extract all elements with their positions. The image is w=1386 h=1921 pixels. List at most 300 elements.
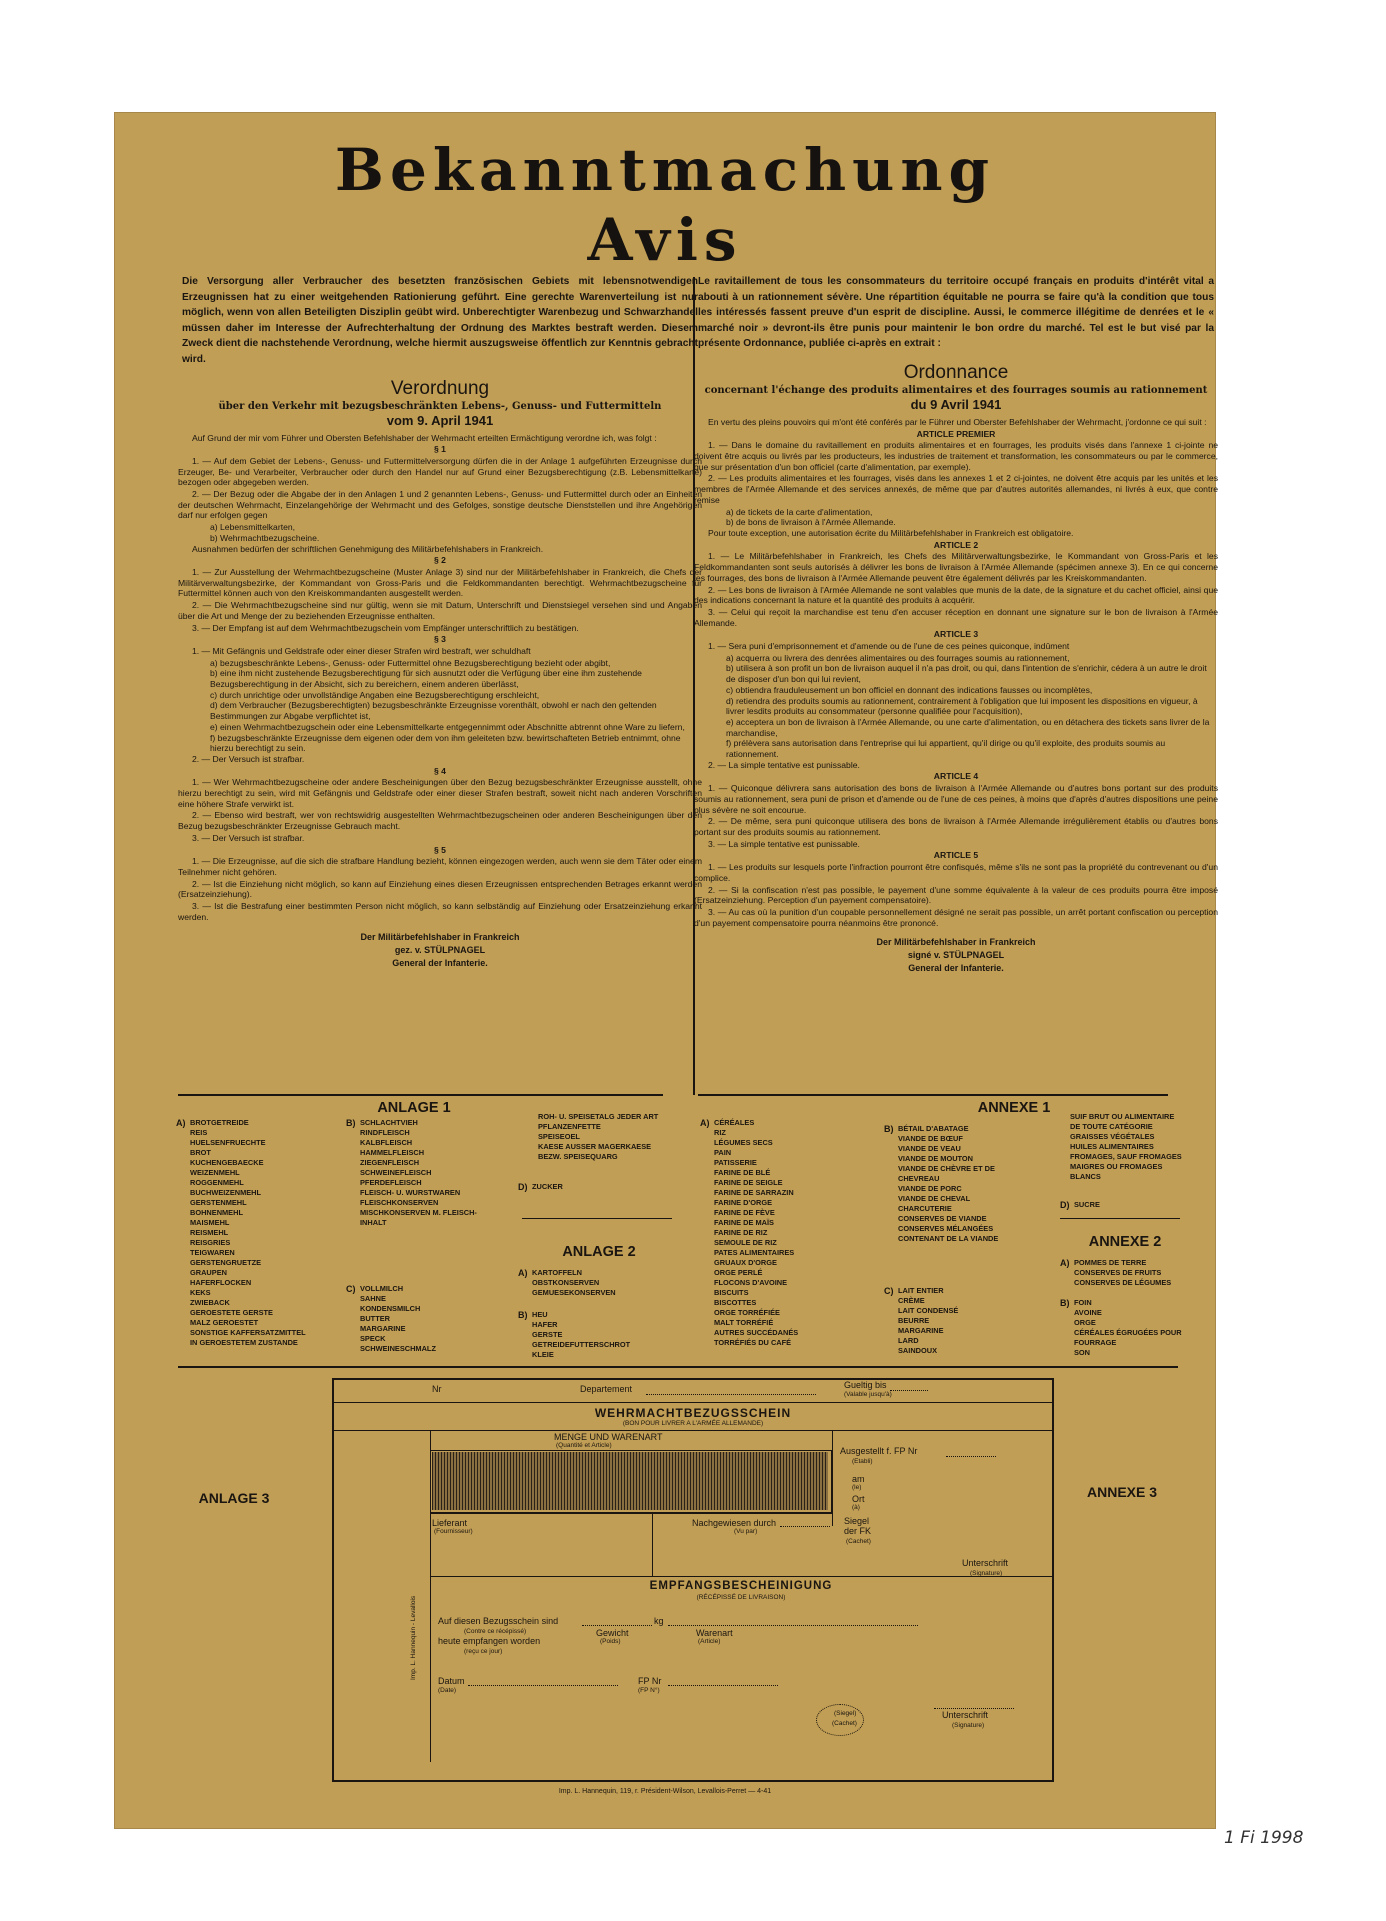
item-list <box>884 1124 1049 1244</box>
list-item: FOURRAGE <box>1074 1338 1117 1347</box>
list-item: BOHNENMEHL <box>190 1208 243 1217</box>
form-verified-fr: (Vu par) <box>734 1528 758 1535</box>
form-date-fr: (le) <box>852 1484 862 1491</box>
form-issued-label: Ausgestellt f. FP Nr <box>840 1446 918 1456</box>
paragraph: 2. — Les bons de livraison à l'Armée Allemande ne sont valables que munis de la date, de la signature et du cachet officiel, ainsi que des indications concernant la nature et la quantité des produits à acquérir. <box>694 584 1218 606</box>
anlage1-group-d <box>518 1182 678 1192</box>
paragraph: 2. — Ist die Einziehung nicht möglich, so kann auf Einziehung eines diesen Erzeugnissen entsprechenden Betrages erkannt werden (Ersatzeinziehung). <box>178 878 702 900</box>
list-item: INHALT <box>360 1218 387 1227</box>
sub-item: c) durch unrichtige oder unvollständige Angaben eine Bezugsberechtigung erschleicht, <box>210 689 540 700</box>
anlage2-group-a <box>518 1268 678 1298</box>
group-key: A) <box>700 1118 710 1128</box>
list-item: SUCRE <box>1074 1200 1100 1209</box>
article-heading: ARTICLE 5 <box>933 850 979 861</box>
article-heading: ARTICLE PREMIER <box>916 428 996 439</box>
form-signature-label: Unterschrift <box>962 1558 1009 1568</box>
list-item: MAIGRES OU FROMAGES <box>1070 1162 1163 1171</box>
anlage2-title: ANLAGE 2 <box>562 1244 636 1260</box>
signature-line: General der Infanterie. <box>908 963 1004 974</box>
list-item: FOIN <box>1074 1298 1092 1307</box>
paragraph: 1. — Quiconque délivrera sans autorisation des bons de livraison à l'Armée Allemande ou d'autres bons portant sur des produits soumis au rationnement, sera puni de prison et d'amende ou de l'une de ces peines, à moins que d'après d'autres dispositions une peine plus sévère ne soit encourue. <box>694 783 1218 815</box>
list-item: FARINE D'ORGE <box>714 1198 773 1207</box>
sub-item: f) bezugsbeschränkte Erzeugnisse dem eigenen oder dem von ihm geleiteten bzw. bewirtschafteten Betrieb entnimmt, ohne hierzu berechtigt zu sein. <box>210 732 681 754</box>
list-item: SPEISEOEL <box>538 1132 580 1141</box>
list-item: MARGARINE <box>898 1326 944 1335</box>
form-title-fr: (BON POUR LIVRER A L'ARMÉE ALLEMANDE) <box>622 1420 764 1427</box>
list-item: AUTRES SUCCÉDANÉS <box>714 1328 799 1337</box>
fill-line <box>468 1685 618 1686</box>
list-item: KLEIE <box>532 1350 554 1359</box>
list-item: IN GEROESTETEM ZUSTANDE <box>190 1338 298 1347</box>
paragraph: 1. — Le Militärbefehlshaber in Frankreich, les Chefs des Militärverwaltungsbezirke, le Kommandant von Gross-Paris et les Feldkommandanten sont seuls autorisés à délivrer les bons de livraison à l'Armée Allemande (spécimen annexe 3). En ce qui concerne les fourrages, des bons de livraison à l'Armée Allemande peuvent être également délivrés par les Kreiskommandanten. <box>694 551 1218 583</box>
list-item: PATISSERIE <box>714 1158 757 1167</box>
list-item: KUCHENGEBAECKE <box>190 1158 264 1167</box>
list-item: VIANDE DE MOUTON <box>898 1154 974 1163</box>
list-item: GETREIDEFUTTERSCHROT <box>532 1340 631 1349</box>
form-place-label: Ort <box>852 1494 865 1504</box>
form-supplier-fr: (Fournisseur) <box>434 1528 473 1535</box>
list-item: AVOINE <box>1074 1308 1102 1317</box>
anlage1-group-a <box>176 1118 326 1348</box>
form-rule <box>334 1430 1052 1431</box>
anlage1-title: ANLAGE 1 <box>377 1100 451 1116</box>
form-department-label: Departement <box>580 1384 633 1394</box>
title-french: Avis <box>587 206 743 274</box>
list-item: GERSTENMEHL <box>190 1198 247 1207</box>
group-key: A) <box>518 1268 528 1278</box>
list-item: FARINE DE RIZ <box>714 1228 768 1237</box>
list-item: CHARCUTERIE <box>898 1204 952 1213</box>
list-item: LAIT CONDENSÉ <box>898 1306 959 1315</box>
list-item: MARGARINE <box>360 1324 406 1333</box>
list-item: BÉTAIL D'ABATAGE <box>898 1124 969 1133</box>
list-item: CÉRÉALES <box>714 1118 755 1127</box>
group-key: D) <box>1060 1200 1070 1210</box>
paragraph: 3. — Ist die Bestrafung einer bestimmten Person nicht möglich, so kann selbständig auf Einziehung oder Ersatzeinziehung erkannt werden. <box>178 901 702 922</box>
list-item: ZUCKER <box>532 1182 563 1191</box>
receipt-today: heute empfangen worden <box>438 1636 541 1646</box>
group-key: C) <box>346 1284 356 1294</box>
receipt-article-fr: (Article) <box>698 1638 721 1645</box>
sub-item: a) bezugsbeschränkte Lebens-, Genuss- oder Futtermittel ohne Bezugsberechtigung bezieht oder abgibt, <box>210 657 611 668</box>
paragraph: 2. — Die Wehrmachtbezugscheine sind nur gültig, wenn sie mit Datum, Unterschrift und Dienstsiegel versehen sind und Angaben über die Art und Menge der zu beziehenden Erzeugnisse enthalten. <box>178 600 702 621</box>
fill-line <box>934 1708 1014 1709</box>
german-doc-title: Verordnung <box>390 377 490 399</box>
list-item: PATES ALIMENTAIRES <box>714 1248 795 1257</box>
list-item: FARINE DE SARRAZIN <box>714 1188 794 1197</box>
list-item: REISGRIES <box>190 1238 231 1247</box>
list-item: VIANDE DE PORC <box>898 1184 962 1193</box>
annexe1-group-fats <box>1056 1112 1216 1182</box>
list-item: ZWIEBACK <box>190 1298 230 1307</box>
list-item: SCHLACHTVIEH <box>360 1118 418 1127</box>
poster <box>114 112 1216 1829</box>
item-list <box>518 1310 678 1360</box>
list-item: CONSERVES DE LÉGUMES <box>1074 1278 1172 1287</box>
list-item: FLOCONS D'AVOINE <box>714 1278 788 1287</box>
list-item: KALBFLEISCH <box>360 1138 413 1147</box>
paragraph: 2. — Der Versuch ist strafbar. <box>192 753 305 764</box>
list-item: CRÈME <box>898 1296 925 1305</box>
french-column <box>694 274 1218 975</box>
list-item: BROT <box>190 1148 211 1157</box>
divider <box>698 1094 1168 1096</box>
sub-item: b) utilisera à son profit un bon de livraison auquel il n'a pas droit, ou qui, dans l'intention de s'enrichir, cédera à un autre le droit de disposer d'un bon qui lui revient, <box>726 663 1207 685</box>
list-item: MISCHKONSERVEN M. FLEISCH- <box>360 1208 477 1217</box>
list-item: SON <box>1074 1348 1091 1357</box>
paragraph: 2. — Les produits alimentaires et les fourrages, visés dans les annexes 1 et 2 ci-jointes, ne doivent être acquis par les unités et les membres de l'Armée Allemande et des services annexés, de même que par d'autres autorités allemandes, ni livrés à eux, que contre remise <box>694 473 1218 505</box>
list-item: GERSTENGRUETZE <box>190 1258 262 1267</box>
anlage2-group-b <box>518 1310 678 1360</box>
signature-line: gez. v. STÜLPNAGEL <box>394 944 486 955</box>
list-item: PAIN <box>714 1148 732 1157</box>
list-item: RIZ <box>714 1128 726 1137</box>
sub-item: f) prélèvera sans autorisation dans l'entreprise qui lui appartient, qu'il dirige ou qu'il exploite, des produits soumis au rationnement. <box>726 738 1166 760</box>
list-item: GRAUPEN <box>190 1268 227 1277</box>
section-heading: § 2 <box>434 555 446 566</box>
section-heading: § 1 <box>434 444 446 455</box>
annexe1-group-d <box>1060 1200 1200 1210</box>
list-item: VIANDE DE VEAU <box>898 1144 961 1153</box>
catalog-number: 1 Fi 1998 <box>1224 1828 1304 1848</box>
form-rule <box>652 1512 653 1576</box>
list-item: SCHWEINEFLEISCH <box>360 1168 432 1177</box>
divider <box>1060 1218 1180 1219</box>
list-item: FARINE DE MAÏS <box>714 1218 774 1227</box>
list-item: GEMUESEKONSERVEN <box>532 1288 616 1297</box>
signature-line: Der Militärbefehlshaber in Frankreich <box>360 931 520 942</box>
sub-item: b) eine ihm nicht zustehende Bezugsberechtigung für sich ausnutzt oder die Verfügung über eine ihm zustehende Bezugsberechtigung in der Absicht, sich zu bereichern, einem anderen überlässt, <box>210 668 642 690</box>
form-signature-fr: (Signature) <box>970 1570 1003 1577</box>
group-key: B) <box>1060 1298 1070 1308</box>
list-item: GERSTE <box>532 1330 563 1339</box>
form-side-imprint: Imp. L. Hannequin - Levallois <box>410 1595 417 1680</box>
goods-hatching <box>432 1452 828 1510</box>
list-item: MAISMEHL <box>190 1218 230 1227</box>
item-list <box>1060 1200 1200 1210</box>
item-list <box>518 1182 678 1192</box>
annexe3-label: ANNEXE 3 <box>1086 1484 1158 1500</box>
annexe1-group-c <box>884 1286 1049 1356</box>
list-item: GRAISSES VÉGÉTALES <box>1070 1132 1155 1141</box>
paragraph: 3. — Der Empfang ist auf dem Wehrmachtbezugschein vom Empfänger unterschriftlich zu bestätigen. <box>192 622 579 633</box>
receipt-fpnr: FP Nr <box>638 1676 662 1686</box>
receipt-text-fr: (Contre ce récépissé) <box>464 1628 527 1635</box>
divider <box>522 1218 672 1219</box>
list-item: GEROESTETE GERSTE <box>190 1308 273 1317</box>
article-heading: ARTICLE 4 <box>933 771 979 782</box>
paragraph: 1. — Zur Ausstellung der Wehrmachtbezugscheine (Muster Anlage 3) sind nur der Militärbefehlshaber in Frankreich, die Chefs der Militärverwaltungsbezirke, der Kommandant von Gross-Paris und die Feldkommandanten berechtigt. Wehrmachtbezugscheine für Futtermittel können auch von den Kreiskommandanten ausgestellt werden. <box>178 567 702 599</box>
list-item: FROMAGES, SAUF FROMAGES <box>1070 1152 1182 1161</box>
german-column <box>178 274 702 970</box>
list-item: BISCOTTES <box>714 1298 757 1307</box>
anlage1-group-fats <box>524 1112 684 1162</box>
list-item: POMMES DE TERRE <box>1074 1258 1147 1267</box>
receipt-today-fr: (reçu ce jour) <box>464 1648 503 1655</box>
receipt-seal-fr: (Cachet) <box>832 1720 857 1727</box>
fill-line <box>780 1526 830 1527</box>
fill-line <box>668 1625 918 1626</box>
section-heading: § 4 <box>434 765 446 776</box>
list-item: HUILES ALIMENTAIRES <box>1070 1142 1154 1151</box>
group-key: C) <box>884 1286 894 1296</box>
french-doc-date: du 9 Avril 1941 <box>910 396 1002 412</box>
signature-line: signé v. STÜLPNAGEL <box>907 950 1005 961</box>
item-list <box>346 1284 506 1354</box>
list-item: CÉRÉALES ÉGRUGÉES POUR <box>1074 1328 1182 1337</box>
german-signature <box>178 931 702 970</box>
list-item: KONDENSMILCH <box>360 1304 421 1313</box>
group-key: D) <box>518 1182 528 1192</box>
group-key: A) <box>1060 1258 1070 1268</box>
receipt-article: Warenart <box>696 1628 733 1638</box>
fill-line <box>890 1390 928 1391</box>
german-doc-date: vom 9. April 1941 <box>386 412 494 428</box>
sub-item: d) retiendra des produits soumis au rationnement, contrairement à l'obligation que lui imposent les dispositions en vigueur, à livrer lesdits produits au consommateur (personne qualifiée pour l'acquisition), <box>726 695 1198 717</box>
title-german: Bekanntmachung <box>334 136 996 204</box>
item-list <box>518 1268 678 1298</box>
sub-item: a) de tickets de la carte d'alimentation, <box>726 506 873 517</box>
form-quantity-label: MENGE UND WARENART <box>554 1432 663 1442</box>
german-doc-subtitle: über den Verkehr mit bezugsbeschränkten Lebens-, Genuss- und Futtermitteln <box>218 400 662 412</box>
seal-circle <box>816 1704 864 1736</box>
paragraph: Ausnahmen bedürfen der schriftlichen Genehmigung des Militärbefehlshabers in Frankreich. <box>192 543 544 554</box>
form-rule <box>430 1576 1052 1577</box>
list-item: ORGE <box>1074 1318 1096 1327</box>
signature-line: Der Militärbefehlshaber in Frankreich <box>876 937 1036 948</box>
group-key: B) <box>518 1310 528 1320</box>
item-list <box>1060 1298 1210 1358</box>
list-item: SAINDOUX <box>898 1346 938 1355</box>
german-intro: Die Versorgung aller Verbraucher des besetzten französischen Gebiets mit lebensnotwendigen Erzeugnissen hat zu einer weitgehenden Rationierung geführt. Eine gerechte Warenverteilung ist nur möglich, wenn von allen Beteiligten Disziplin geübt wird. Unberechtigter Warenbezug und Schwarzhandel müssen daher im Interesse der Aufrechterhaltung der Ordnung des Marktes bestraft werden. Diesem Zweck dient die nachstehende Verordnung, welche hiermit auszugsweise öffentlich zur Kenntnis gebracht wird. <box>182 276 698 365</box>
list-item: FARINE DE FÈVE <box>714 1208 775 1217</box>
article-heading: ARTICLE 3 <box>933 629 979 640</box>
paragraph: 1. — Sera puni d'emprisonnement et d'amende ou de l'une de ces peines quiconque, indûment <box>708 641 1070 652</box>
list-item: GRUAUX D'ORGE <box>714 1258 777 1267</box>
french-doc-subtitle: concernant l'échange des produits alimentaires et des fourrages soumis au rationnement <box>704 384 1208 396</box>
group-key: A) <box>176 1118 186 1128</box>
list-item: FARINE DE SEIGLE <box>714 1178 783 1187</box>
list-item: ZIEGENFLEISCH <box>360 1158 420 1167</box>
fill-line <box>582 1625 652 1626</box>
receipt-fpnr-fr: (FP N°) <box>638 1687 660 1694</box>
list-item: VIANDE DE CHÈVRE ET DE <box>898 1164 995 1173</box>
item-list <box>700 1118 850 1348</box>
annexe1-title: ANNEXE 1 <box>977 1100 1051 1116</box>
list-item: LÉGUMES SECS <box>714 1138 773 1147</box>
sub-item: e) acceptera un bon de livraison à l'Armée Allemande, ou une carte d'alimentation, ou en détachera des tickets sans livrer de la marchandise, <box>726 716 1210 738</box>
form-title: WEHRMACHTBEZUGSSCHEIN <box>594 1406 792 1420</box>
list-item: HUELSENFRUECHTE <box>190 1138 266 1147</box>
receipt-title: EMPFANGSBESCHEINIGUNG <box>649 1580 833 1592</box>
form-nr-label: Nr <box>432 1384 442 1394</box>
list-item: HAMMELFLEISCH <box>360 1148 425 1157</box>
sub-item: e) einen Wehrmachtbezugschein oder eine Lebensmittelkarte entgegennimmt oder Abschnitte abtrennt ohne Ware zu liefern, <box>210 721 685 732</box>
list-item: WEIZENMEHL <box>190 1168 240 1177</box>
paragraph: Pour toute exception, une autorisation écrite du Militärbefehlshaber in Frankreich est obligatoire. <box>708 528 1074 538</box>
list-item: BUCHWEIZENMEHL <box>190 1188 262 1197</box>
item-list <box>176 1118 326 1348</box>
paragraph: 2. — De même, sera puni quiconque utilisera des bons de livraison à l'Armée Allemande irrégulièrement établis ou d'autres bons portant sur des produits soumis au rationnement. <box>694 816 1218 837</box>
item-list <box>346 1118 506 1228</box>
annexe2-group-a <box>1060 1258 1210 1288</box>
list-item: ROGGENMEHL <box>190 1178 244 1187</box>
printer-imprint: Imp. L. Hannequin, 119, r. Président-Wilson, Levallois-Perret — 4-41 <box>558 1788 772 1795</box>
annexe1-group-a <box>700 1118 850 1348</box>
list-item: TEIGWAREN <box>190 1248 235 1257</box>
paragraph: 1. — Mit Gefängnis und Geldstrafe oder einer dieser Strafen wird bestraft, wer schuldhaft <box>192 645 531 656</box>
receipt-weight-fr: (Poids) <box>600 1638 621 1645</box>
list-item: KEKS <box>190 1288 211 1297</box>
paragraph: 2. — Der Bezug oder die Abgabe der in den Anlagen 1 und 2 genannten Lebens-, Genuss- und Futtermittel durch oder an Einheiten der deutschen Wehrmacht, Einzelangehörige der Wehrmacht und des Gefolges, sonstige deutsche Dienststellen und ihre Angehörigen darf nur erfolgen gegen <box>178 489 702 521</box>
fill-line <box>668 1685 778 1686</box>
list-item: MALT TORRÉFIÉ <box>714 1318 774 1327</box>
sub-item: b) Wehrmachtbezugscheine. <box>210 532 320 543</box>
list-item: KARTOFFELN <box>532 1268 582 1277</box>
receipt-signature-fr: (Signature) <box>952 1722 985 1729</box>
french-intro: Le ravitaillement de tous les consommateurs du territoire occupé français en produits d'intérêt vital a abouti à un rationnement sévère. Une répartition équitable ne pourra se faire qu'à la condition que tous les intéressés fassent preuve d'un esprit de discipline. Aussi, le commerce illégitime de denrées et le « marché noir » devront-ils être punis pour maintenir le bon ordre du marché. Tel est le but visé par la présente Ordonnance, publiée ci-après en extrait : <box>698 276 1214 350</box>
divider <box>178 1094 663 1096</box>
french-doc-title: Ordonnance <box>903 361 1009 383</box>
anlage1-group-b <box>346 1118 506 1228</box>
paragraph: 1. — Les produits sur lesquels porte l'infraction pourront être confisqués, même s'ils ne sont pas la propriété du contrevenant ou d'un complice. <box>694 862 1218 883</box>
receipt-date: Datum <box>438 1676 465 1686</box>
list-item: SUIF BRUT OU ALIMENTAIRE <box>1070 1112 1175 1121</box>
french-signature <box>694 936 1218 975</box>
list-item: OBSTKONSERVEN <box>532 1278 600 1287</box>
form-seal-fr: (Cachet) <box>846 1538 871 1545</box>
list-item: MALZ GEROESTET <box>190 1318 259 1327</box>
list-item: CONSERVES DE FRUITS <box>1074 1268 1162 1277</box>
annexe1-group-b <box>884 1124 1049 1244</box>
list-item: REISMEHL <box>190 1228 229 1237</box>
sub-item: d) dem Verbraucher (Bezugsberechtigten) bezugsbeschränkte Erzeugnisse vorenthält, obwohl er nach den geltenden Bestimmungen zur Abgabe verpflichtet ist, <box>210 700 657 722</box>
annexe2-title: ANNEXE 2 <box>1088 1234 1162 1250</box>
form-verified-label: Nachgewiesen durch <box>692 1518 777 1528</box>
anlage3-label: ANLAGE 3 <box>198 1490 270 1506</box>
list-item: RINDFLEISCH <box>360 1128 410 1137</box>
form-place-fr: (à) <box>852 1504 860 1511</box>
receipt-text: Auf diesen Bezugsschein sind <box>438 1616 559 1626</box>
item-list <box>1060 1258 1210 1288</box>
form-issued-fr: (Etabli) <box>852 1458 873 1465</box>
list-item: HAFER <box>532 1320 558 1329</box>
paragraph: 3. — Der Versuch ist strafbar. <box>192 832 305 843</box>
list-item: PFLANZENFETTE <box>538 1122 601 1131</box>
section-heading: § 5 <box>434 844 446 855</box>
list-item: VOLLMILCH <box>360 1284 404 1293</box>
paragraph: 2. — Ebenso wird bestraft, wer von rechtswidrig ausgestellten Wehrmachtbezugscheinen oder anderen Bescheinigungen über den Bezug bezugsbeschränkter Erzeugnisse Gebrauch macht. <box>178 810 702 832</box>
paragraph: 1. — Dans le domaine du ravitaillement en produits alimentaires et en fourrages, les produits visés dans l'annexe 1 ci-jointe ne doivent être acquis ou livrés par les producteurs, les industries de traitement et transformation, les consommateurs ou par le commerce, que sur présentation d'un bon officiel (carte d'alimentation, par exemple). <box>694 440 1218 472</box>
list-item: DE TOUTE CATÉGORIE <box>1070 1122 1153 1131</box>
list-item: ORGE PERLÉ <box>714 1268 763 1277</box>
article-heading: ARTICLE 2 <box>933 539 979 550</box>
form-valid-fr: (Valable jusqu'à) <box>844 1391 892 1398</box>
receipt-kg: kg <box>654 1616 664 1626</box>
list-item: SEMOULE DE RIZ <box>714 1238 777 1247</box>
list-item: VIANDE DE BŒUF <box>898 1134 963 1143</box>
list-item: SPECK <box>360 1334 386 1343</box>
paragraph: 3. — Au cas où la punition d'un coupable personnellement désigné ne serait pas possible, un arrêt portant confiscation ou perception d'un payement compensatoire pourra néanmoins être prononcé. <box>694 906 1218 928</box>
form-seal-label: Siegel der FK <box>844 1516 872 1536</box>
list-item: BEURRE <box>898 1316 930 1325</box>
form-date-label: am <box>852 1474 865 1484</box>
list-item: HAFERFLOCKEN <box>190 1278 252 1287</box>
receipt-seal: (Siegel) <box>834 1710 857 1717</box>
form-valid-label: Gueltig bis <box>844 1380 887 1390</box>
signature-line: General der Infanterie. <box>392 957 488 968</box>
list-item: CHEVREAU <box>898 1174 940 1183</box>
list-item: SCHWEINESCHMALZ <box>360 1344 436 1353</box>
list-item: LAIT ENTIER <box>898 1286 944 1295</box>
list-item: SONSTIGE KAFFERSATZMITTEL <box>190 1328 306 1337</box>
list-item: FARINE DE BLÉ <box>714 1168 771 1177</box>
receipt-date-fr: (Date) <box>438 1687 457 1694</box>
form-rule <box>334 1402 1052 1403</box>
receipt-weight: Gewicht <box>596 1628 629 1638</box>
paragraph: 2. — Si la confiscation n'est pas possible, le payement d'une somme équivalente à la valeur de ces produits pourra être imposé (Ersatzeinziehung. Perception d'un payement compensatoire). <box>694 884 1218 906</box>
list-item: BLANCS <box>1070 1172 1101 1181</box>
receipt-signature: Unterschrift <box>942 1710 989 1720</box>
list-item: TORRÉFIÉS DU CAFÉ <box>714 1338 792 1347</box>
paragraph: 3. — Celui qui reçoit la marchandise est tenu d'en accuser réception en donnant une signature sur le bon de livraison à l'Armée Allemande. <box>694 606 1218 628</box>
form-quantity-fr: (Quantité et Article) <box>556 1442 612 1449</box>
paragraph: 1. — Wer Wehrmachtbezugscheine oder andere Bescheinigungen über den Bezug bezugsbeschränkter Erzeugnisse ausstellt, ohne hierzu berechtigt zu sein, wird mit Gefängnis und Geldstrafe oder einer dieser Strafen bestraft, soweit nicht nach anderen Vorschriften eine höhere Strafe verwirkt ist. <box>178 777 702 809</box>
list-item: CONSERVES DE VIANDE <box>898 1214 987 1223</box>
french-preamble: En vertu des pleins pouvoirs qui m'ont été conférés par le Führer und Oberster Befehlshaber der Wehrmacht, j'ordonne ce qui suit : <box>708 416 1207 427</box>
sub-item: a) Lebensmittelkarten, <box>210 522 296 533</box>
form-supplier-label: Lieferant <box>432 1518 468 1528</box>
list-item: PFERDEFLEISCH <box>360 1178 422 1187</box>
wehrmachtbezugsschein-form <box>332 1378 1054 1782</box>
receipt-title-fr: (RÉCÉPISSÉ DE LIVRAISON) <box>696 1594 786 1601</box>
list-item: REIS <box>190 1128 208 1137</box>
fill-line <box>946 1456 996 1457</box>
list-item: BISCUITS <box>714 1288 749 1297</box>
list-item: CONSERVES MÉLANGÉES <box>898 1224 994 1233</box>
divider <box>178 1366 1178 1368</box>
list-item: CONTENANT DE LA VIANDE <box>898 1234 999 1243</box>
list-item: FLEISCHKONSERVEN <box>360 1198 439 1207</box>
paragraph: 1. — Die Erzeugnisse, auf die sich die strafbare Handlung bezieht, können eingezogen werden, auch wenn sie dem Täter oder einem Teilnehmer nicht gehören. <box>178 856 702 877</box>
item-list <box>1056 1112 1216 1182</box>
paragraph: 3. — La simple tentative est punissable. <box>708 838 860 849</box>
sub-item: a) acquerra ou livrera des denrées alimentaires ou des fourrages soumis au rationnement, <box>726 652 1070 663</box>
section-heading: § 3 <box>434 634 446 645</box>
item-list <box>884 1286 1049 1356</box>
list-item: BEZW. SPEISEQUARG <box>538 1152 618 1161</box>
list-item: BROTGETREIDE <box>190 1118 249 1127</box>
sub-item: b) de bons de livraison à l'Armée Allemande. <box>726 517 896 528</box>
list-item: KAESE AUSSER MAGERKAESE <box>538 1142 652 1151</box>
annexe2-group-b <box>1060 1298 1210 1358</box>
paragraph: 1. — Auf dem Gebiet der Lebens-, Genuss- und Futtermittelversorgung dürfen die in der Anlage 1 aufgeführten Erzeugnisse durch Erzeuger, Be- und Verarbeiter, Verbraucher oder durch den Handel nur auf Grund einer Bezugsberechtigung (z.B. Lebensmittelkarte) bezogen oder abgegeben werden. <box>178 455 702 488</box>
form-rule <box>832 1430 833 1526</box>
list-item: SAHNE <box>360 1294 386 1303</box>
list-item: ORGE TORRÉFIÉE <box>714 1308 780 1317</box>
list-item: LARD <box>898 1336 919 1345</box>
group-key: B) <box>884 1124 894 1134</box>
list-item: HEU <box>532 1310 548 1319</box>
paragraph: 2. — La simple tentative est punissable. <box>708 759 860 770</box>
item-list <box>524 1112 684 1162</box>
list-item: VIANDE DE CHEVAL <box>898 1194 971 1203</box>
form-rule <box>430 1512 832 1513</box>
list-item: ROH- U. SPEISETALG JEDER ART <box>538 1112 659 1121</box>
list-item: BUTTER <box>360 1314 390 1323</box>
fill-line <box>646 1394 816 1395</box>
sub-item: c) obtiendra frauduleusement un bon officiel en donnant des indications fausses ou incomplètes, <box>726 684 1093 695</box>
